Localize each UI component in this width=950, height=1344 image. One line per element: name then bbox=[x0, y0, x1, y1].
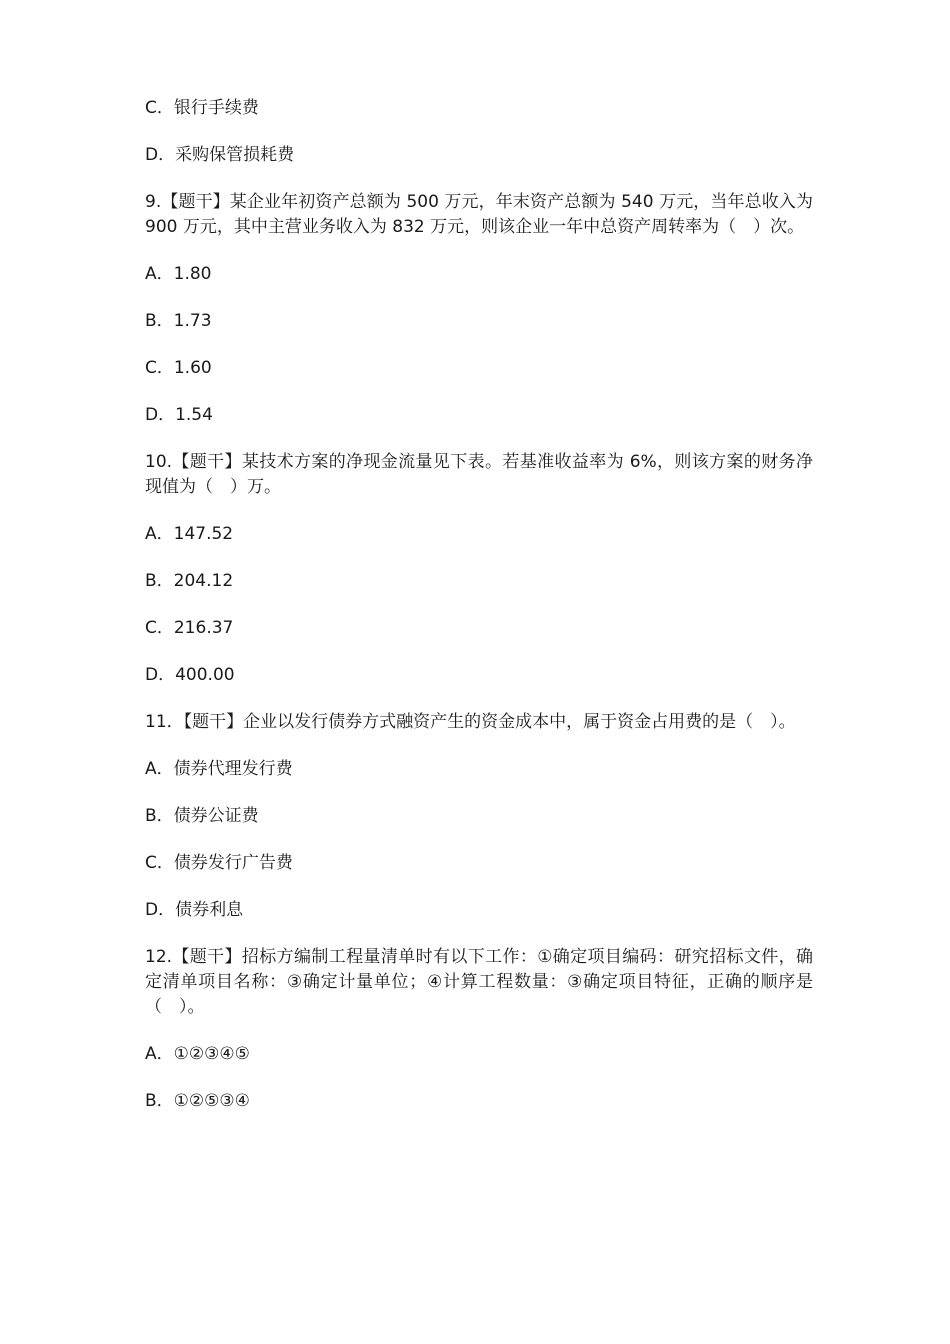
q11-option-d: D．债券利息 bbox=[145, 900, 244, 920]
q9-option-a: A．1.80 bbox=[145, 264, 212, 284]
q9-option-b: B．1.73 bbox=[145, 311, 212, 331]
q8-option-c: C．银行手续费 bbox=[145, 98, 259, 118]
q9-stem: 9.【题干】某企业年初资产总额为 500 万元，年末资产总额为 540 万元，当年总收入为 900 万元，其中主营业务收入为 832 万元，则该企业一年中总资产周转率为（ ）次。 bbox=[145, 192, 813, 237]
q10-option-c: C．216.37 bbox=[145, 618, 234, 638]
document-page bbox=[145, 96, 813, 1136]
q12-stem: 12.【题干】招标方编制工程量清单时有以下工作：①确定项目编码：研究招标文件，确定清单项目名称：③确定计量单位；④计算工程数量：③确定项目特征，正确的顺序是（ ）。 bbox=[145, 947, 813, 1017]
q10-option-b: B．204.12 bbox=[145, 571, 234, 591]
q10-stem: 10.【题干】某技术方案的净现金流量见下表。若基准收益率为 6%，则该方案的财务净现值为（ ）万。 bbox=[145, 452, 813, 497]
q9-option-d: D．1.54 bbox=[145, 405, 213, 425]
q12-option-a: A．①②③④⑤ bbox=[145, 1044, 250, 1064]
q11-option-a: A．债券代理发行费 bbox=[145, 759, 293, 779]
q11-stem: 11．【题干】企业以发行债券方式融资产生的资金成本中，属于资金占用费的是（ ）。 bbox=[145, 712, 796, 732]
q8-option-d: D．采购保管损耗费 bbox=[145, 145, 295, 165]
q10-option-d: D．400.00 bbox=[145, 665, 235, 685]
q12-option-b: B．①②⑤③④ bbox=[145, 1091, 250, 1111]
q9-option-c: C．1.60 bbox=[145, 358, 212, 378]
q10-option-a: A．147.52 bbox=[145, 524, 234, 544]
q11-option-c: C．债券发行广告费 bbox=[145, 853, 293, 873]
q11-option-b: B．债券公证费 bbox=[145, 806, 259, 826]
